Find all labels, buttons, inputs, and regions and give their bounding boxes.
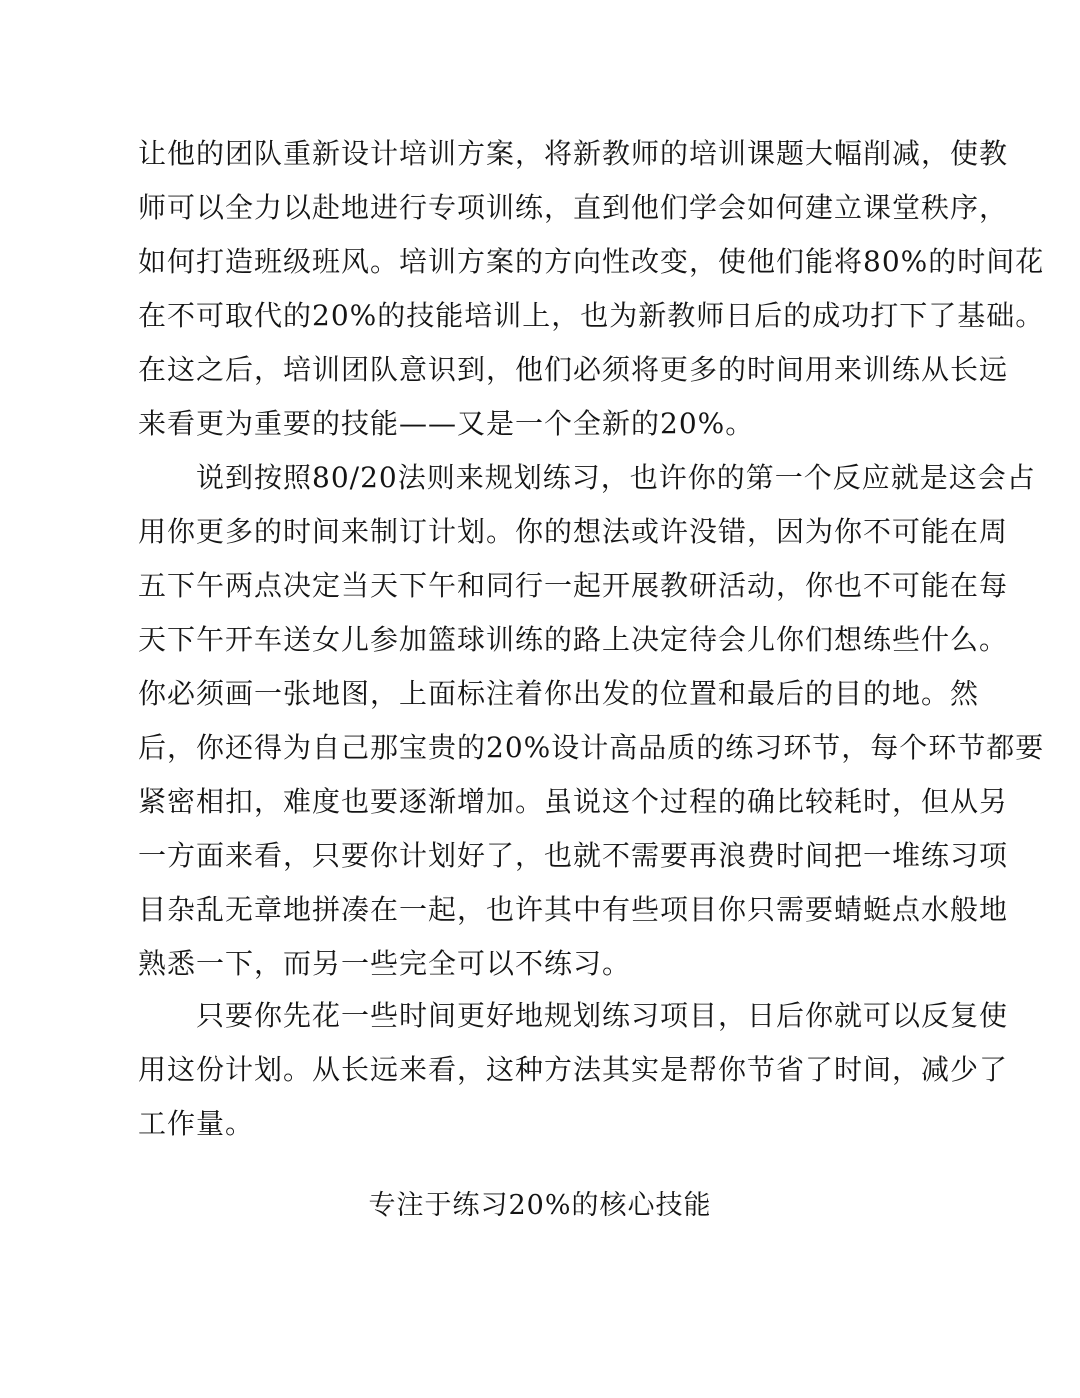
text-line: 天下午开车送女儿参加篮球训练的路上决定待会儿你们想练些什么。 bbox=[138, 623, 1009, 656]
paragraph-1 bbox=[138, 127, 1045, 451]
paragraph-3 bbox=[138, 989, 1009, 1151]
text-line: 来看更为重要的技能——又是一个全新的20%。 bbox=[138, 407, 755, 440]
text-line: 说到按照80/20法则来规划练习，也许你的第一个反应就是这会占 bbox=[138, 461, 1036, 494]
text-line: 如何打造班级班风。培训方案的方向性改变，使他们能将80%的时间花 bbox=[138, 245, 1045, 278]
text-line: 紧密相扣，难度也要逐渐增加。虽说这个过程的确比较耗时，但从另 bbox=[138, 785, 1009, 818]
text-line: 在这之后，培训团队意识到，他们必须将更多的时间用来训练从长远 bbox=[138, 353, 1009, 386]
text-line: 五下午两点决定当天下午和同行一起开展教研活动，你也不可能在每 bbox=[138, 569, 1009, 602]
text-line: 一方面来看，只要你计划好了，也就不需要再浪费时间把一堆练习项 bbox=[138, 839, 1009, 872]
text-line: 工作量。 bbox=[138, 1107, 255, 1140]
text-line: 目杂乱无章地拼凑在一起，也许其中有些项目你只需要蜻蜓点水般地 bbox=[138, 893, 1009, 926]
section-heading: 专注于练习20%的核心技能 bbox=[368, 1190, 712, 1221]
text-line: 熟悉一下，而另一些完全可以不练习。 bbox=[138, 947, 632, 980]
paragraph-2 bbox=[138, 451, 1045, 991]
text-line: 你必须画一张地图，上面标注着你出发的位置和最后的目的地。然 bbox=[138, 677, 980, 710]
text-line: 在不可取代的20%的技能培训上，也为新教师日后的成功打下了基础。 bbox=[138, 299, 1045, 332]
text-line: 用你更多的时间来制订计划。你的想法或许没错，因为你不可能在周 bbox=[138, 515, 1009, 548]
text-line: 用这份计划。从长远来看，这种方法其实是帮你节省了时间，减少了 bbox=[138, 1053, 1009, 1086]
text-line: 让他的团队重新设计培训方案，将新教师的培训课题大幅削减，使教 bbox=[138, 137, 1009, 170]
text-line: 师可以全力以赴地进行专项训练，直到他们学会如何建立课堂秩序， bbox=[138, 191, 1009, 224]
text-line: 后，你还得为自己那宝贵的20%设计高品质的练习环节，每个环节都要 bbox=[138, 731, 1045, 764]
text-line: 只要你先花一些时间更好地规划练习项目，日后你就可以反复使 bbox=[138, 999, 1009, 1032]
